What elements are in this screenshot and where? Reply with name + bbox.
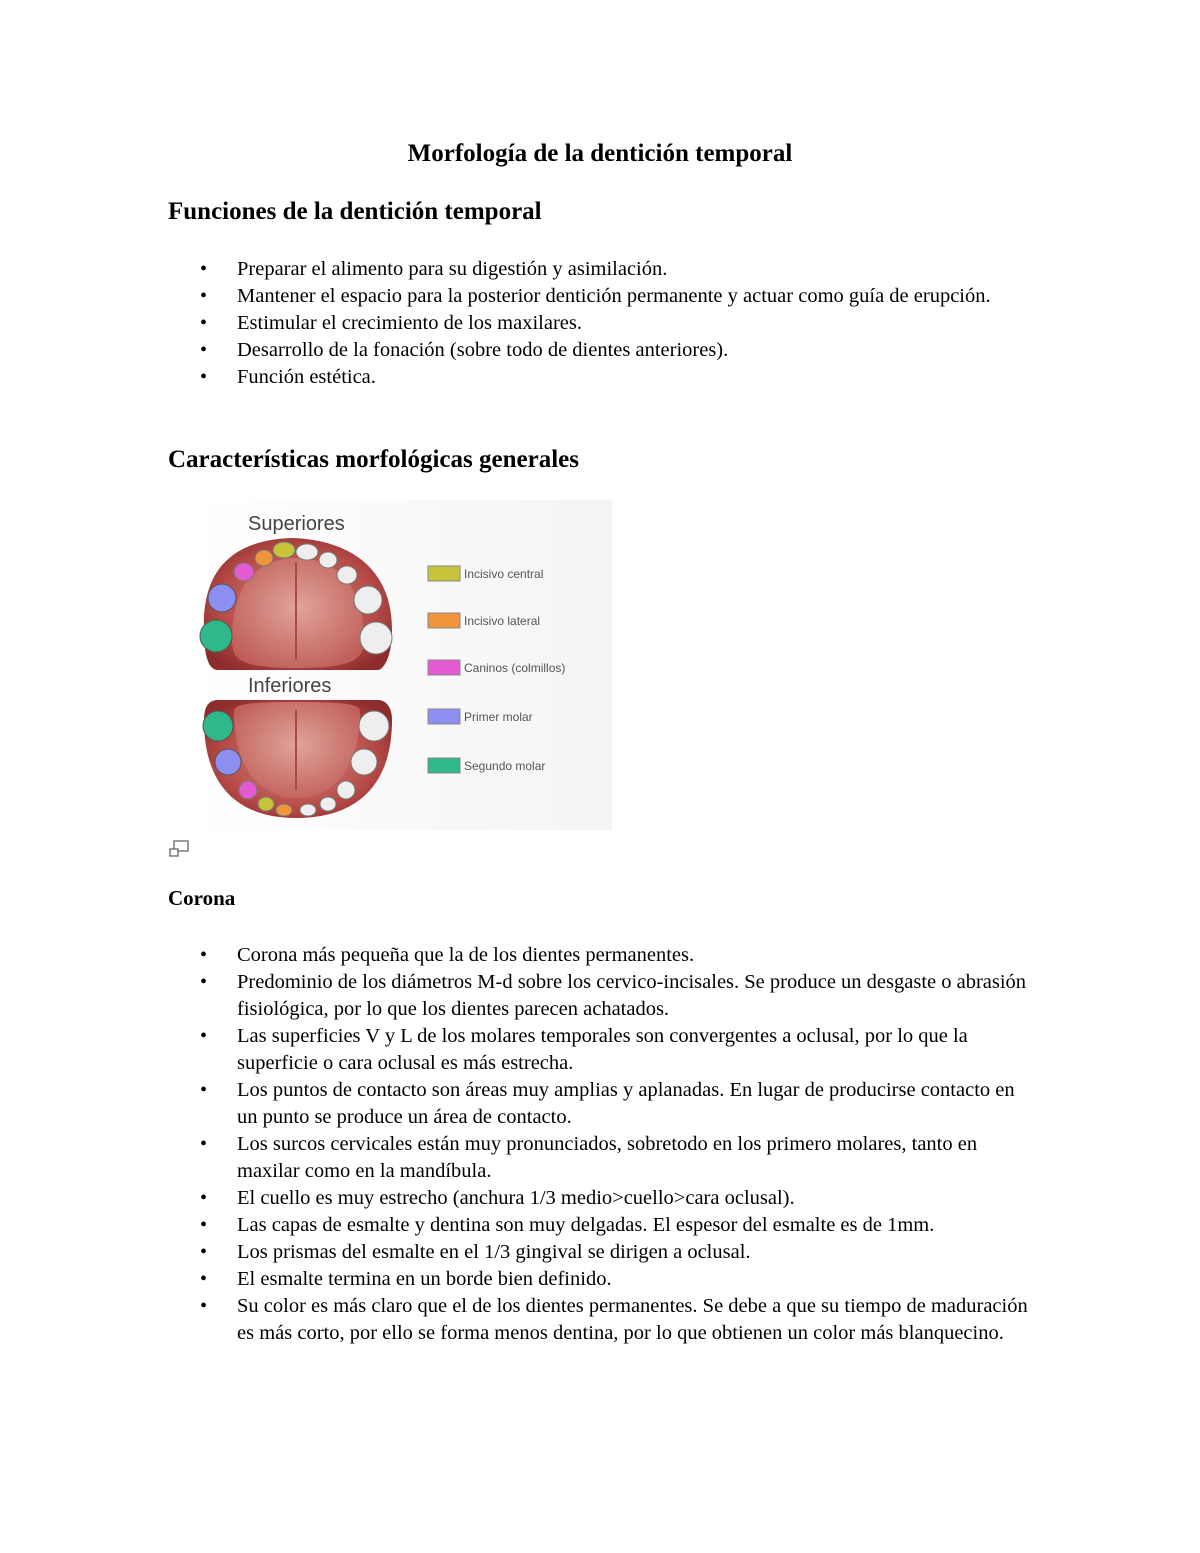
list-item: • Mantener el espacio para la posterior dentición permanente y actuar como guía de erupción. — [168, 283, 1028, 310]
legend-item — [428, 709, 533, 724]
legend-item — [428, 660, 565, 675]
dental-arches-figure — [192, 500, 612, 830]
funciones-list — [168, 256, 1028, 391]
list-item: • Desarrollo de la fonación (sobre todo de dientes anteriores). — [168, 337, 1028, 364]
legend-label: Segundo molar — [464, 759, 546, 773]
list-item: • El esmalte termina en un borde bien definido. — [168, 1266, 1028, 1293]
list-item: • Los puntos de contacto son áreas muy amplias y aplanadas. En lugar de producirse contacto en un punto se produce un área de contacto. — [168, 1077, 1028, 1131]
legend-label: Incisivo central — [464, 567, 544, 581]
list-item: • Las capas de esmalte y dentina son muy delgadas. El espesor del esmalte es de 1mm. — [168, 1212, 1028, 1239]
legend-label: Caninos (colmillos) — [464, 661, 566, 675]
legend-label: Incisivo lateral — [464, 614, 541, 628]
legend-item — [428, 613, 540, 628]
section-heading-corona: Corona — [168, 886, 236, 910]
list-item: • Predominio de los diámetros M-d sobre los cervico-incisales. Se produce un desgaste o abrasión fisiológica, por lo que los dientes parecen achatados. — [168, 969, 1028, 1023]
list-item: • Función estética. — [168, 364, 1028, 391]
list-item: • Corona más pequeña que la de los dientes permanentes. — [168, 942, 1028, 969]
image-placeholder-icon — [168, 838, 190, 860]
list-item: • Preparar el alimento para su digestión y asimilación. — [168, 256, 1028, 283]
list-item: • Los prismas del esmalte en el 1/3 gingival se dirigen a oclusal. — [168, 1239, 1028, 1266]
document-title: Morfología de la dentición temporal — [407, 140, 793, 167]
legend-item — [428, 758, 545, 773]
legend-item — [428, 566, 543, 581]
section-heading-funciones: Funciones de la dentición temporal — [168, 198, 542, 225]
list-item: • El cuello es muy estrecho (anchura 1/3 medio>cuello>cara oclusal). — [168, 1185, 1028, 1212]
section-heading-caracteristicas: Características morfológicas generales — [168, 446, 579, 473]
lower-arch-label: Inferiores — [248, 675, 332, 697]
corona-list — [168, 942, 1028, 1347]
upper-arch-label: Superiores — [248, 513, 345, 535]
list-item: • Estimular el crecimiento de los maxilares. — [168, 310, 1028, 337]
list-item: • Las superficies V y L de los molares temporales son convergentes a oclusal, por lo que la superficie o cara oclusal es más estrecha. — [168, 1023, 1028, 1077]
list-item: • Su color es más claro que el de los dientes permanentes. Se debe a que su tiempo de maduración es más corto, por ello se forma menos dentina, por lo que obtienen un color más blanquecino. — [168, 1293, 1028, 1347]
list-item: • Los surcos cervicales están muy pronunciados, sobretodo en los primero molares, tanto en maxilar como en la mandíbula. — [168, 1131, 1028, 1185]
legend-label: Primer molar — [464, 710, 533, 724]
